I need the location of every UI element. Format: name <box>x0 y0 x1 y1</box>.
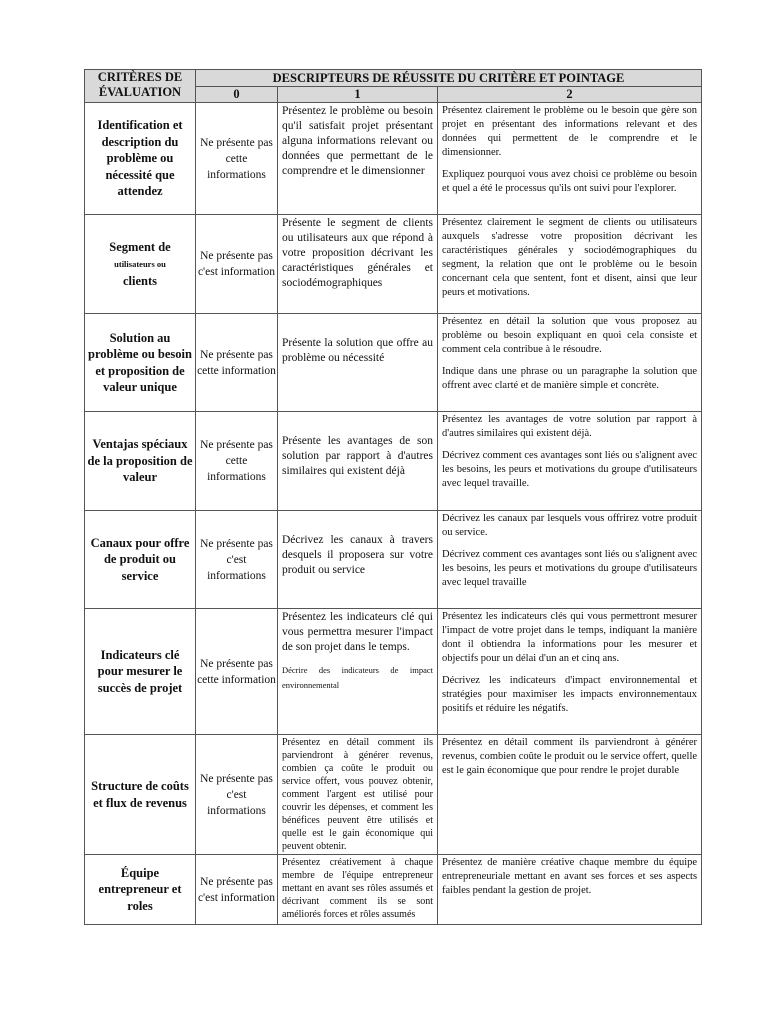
table-row <box>85 103 702 215</box>
score-2-text: Décrivez comment ces avantages sont liés ou s'alignent avec les besoins, les peurs et motivations du groupe d'utilisateurs avec lequel travaille. <box>442 450 698 489</box>
score-0-cell: Ne présente pas cette information <box>196 609 278 735</box>
score-2-cell <box>438 314 702 412</box>
score-2-cell <box>438 412 702 511</box>
criterion-cell: Identification et description du problème ou nécessité que attendez <box>85 103 196 215</box>
criterion-cell: Structure de coûts et flux de revenus <box>85 735 196 855</box>
criterion-cell: Ventajas spéciaux de la proposition de valeur <box>85 412 196 511</box>
score-1-text: Décrire des indicateurs de impact environnemental <box>282 665 433 690</box>
score-2-text: Indique dans une phrase ou un paragraphe la solution que offrent avec clarté et de manière simple et concrète. <box>442 366 698 391</box>
score-2-text: Décrivez les canaux par lesquels vous offrirez votre produit ou service. <box>442 513 698 538</box>
criterion-text: utilisateurs ou <box>114 259 166 270</box>
score-0-header: 0 <box>196 87 278 103</box>
table-row <box>85 511 702 609</box>
score-2-cell <box>438 609 702 735</box>
score-1-cell: Présentez le problème ou besoin qu'il satisfait projet présentant alguna informations relevant ou données que permettant de le comprendre et le dimensionner <box>278 103 438 215</box>
criterion-cell: Équipe entrepreneur et roles <box>85 855 196 925</box>
score-1-cell: Présente les avantages de son solution par rapport à d'autres similaires qui existent déjà <box>278 412 438 511</box>
score-2-cell <box>438 511 702 609</box>
score-0-cell: Ne présente pas cette information <box>196 314 278 412</box>
score-1-cell: Présentez en détail comment ils parviendront à générer revenus, combien ça coûte le produit ou service offert, vous pouvez obtenir, comment l'argent est utilisé pour couvrir les dépenses, et comment les bénéfices peuvent être utilisés et quelle est le gain économique qui peuvent obtenir. <box>278 735 438 855</box>
score-2-text: Présentez en détail la solution que vous proposez au problème ou besoin expliquant en quoi cela consiste et comment cela contribue à le résoudre. <box>442 316 698 355</box>
score-2-cell: Présentez en détail comment ils parviendront à générer revenus, combien coûte le produit ou le service offert, quelle est le gain économique que pour rendre le projet durable <box>438 735 702 855</box>
table-row <box>85 215 702 314</box>
score-2-text: Expliquez pourquoi vous avez choisi ce problème ou besoin et quel a été le processus qu'ils ont suivi pour l'explorer. <box>442 169 698 194</box>
score-0-cell: Ne présente pas c'est informations <box>196 511 278 609</box>
criterion-cell: Canaux pour offre de produit ou service <box>85 511 196 609</box>
evaluation-rubric-table <box>84 69 702 925</box>
score-2-header: 2 <box>438 87 702 103</box>
score-1-text: Présentez les indicateurs clé qui vous permettra mesurer l'impact de son projet dans le temps. <box>282 611 433 653</box>
criterion-cell: Indicateurs clé pour mesurer le succès de projet <box>85 609 196 735</box>
score-1-cell: Décrivez les canaux à travers desquels il proposera sur votre produit ou service <box>278 511 438 609</box>
score-1-cell: Présentez créativement à chaque membre de l'équipe entrepreneur mettant en avant ses rôles assumés et décrivant comment ils se sont améliorés forces et rôles assumés <box>278 855 438 925</box>
score-2-text: Présentez les avantages de votre solution par rapport à d'autres similaires qui existent déjà. <box>442 414 698 439</box>
score-2-cell: Présentez clairement le segment de clients ou utilisateurs auxquels s'adresse votre proposition décrivant les caractéristiques générales y sociodémographiques du segment, la relation que ont le problème ou le besoin concernant cela que sentent, font et disent, ainsi que leur peurs et motivations. <box>438 215 702 314</box>
score-0-cell: Ne présente pas cette informations <box>196 103 278 215</box>
score-2-text: Décrivez les indicateurs d'impact environnemental et stratégies pour maximiser les impacts environnementaux positifs et réduire les négatifs. <box>442 675 698 714</box>
score-0-cell: Ne présente pas c'est information <box>196 215 278 314</box>
score-0-cell: Ne présente pas cette informations <box>196 412 278 511</box>
header-row <box>85 70 702 87</box>
table-row <box>85 314 702 412</box>
descriptors-header: DESCRIPTEURS DE RÉUSSITE DU CRITÈRE ET POINTAGE <box>196 70 702 87</box>
table-row <box>85 735 702 855</box>
score-0-cell: Ne présente pas c'est informations <box>196 735 278 855</box>
score-1-cell <box>278 609 438 735</box>
criteria-header: CRITÈRES DE ÉVALUATION <box>85 70 196 103</box>
criterion-text: clients <box>122 273 158 288</box>
criterion-cell <box>85 215 196 314</box>
score-1-cell: Présente le segment de clients ou utilisateurs aux que répond à votre proposition décrivant les caractéristiques générales et sociodémographiques <box>278 215 438 314</box>
score-2-cell: Présentez de manière créative chaque membre du équipe entrepreneuriale mettant en avant ses forces et ses aspects faibles pendant la gestion de projet. <box>438 855 702 925</box>
score-2-text: Présentez les indicateurs clés qui vous permettront mesurer l'impact de votre projet dans le temps, indiquant la manière dont il obtiendra la informations pour les mesurer et objectifs pour un délai d'un an et cinq ans. <box>442 611 698 664</box>
table-row <box>85 609 702 735</box>
score-0-cell: Ne présente pas c'est information <box>196 855 278 925</box>
table-row <box>85 855 702 925</box>
score-1-cell: Présente la solution que offre au problème ou nécessité <box>278 314 438 412</box>
score-2-text: Présentez clairement le problème ou le besoin que gère son projet en présentant des informations relevant et des données qui permettent de le comprendre et le dimensionner. <box>442 105 698 158</box>
score-2-cell <box>438 103 702 215</box>
criterion-cell: Solution au problème ou besoin et proposition de valeur unique <box>85 314 196 412</box>
table-row <box>85 412 702 511</box>
criterion-text: Segment de <box>109 239 171 254</box>
score-2-text: Décrivez comment ces avantages sont liés ou s'alignent avec les besoins, les peurs et motivations du groupe d'utilisateurs avec lequel travaille <box>442 549 698 588</box>
score-1-header: 1 <box>278 87 438 103</box>
